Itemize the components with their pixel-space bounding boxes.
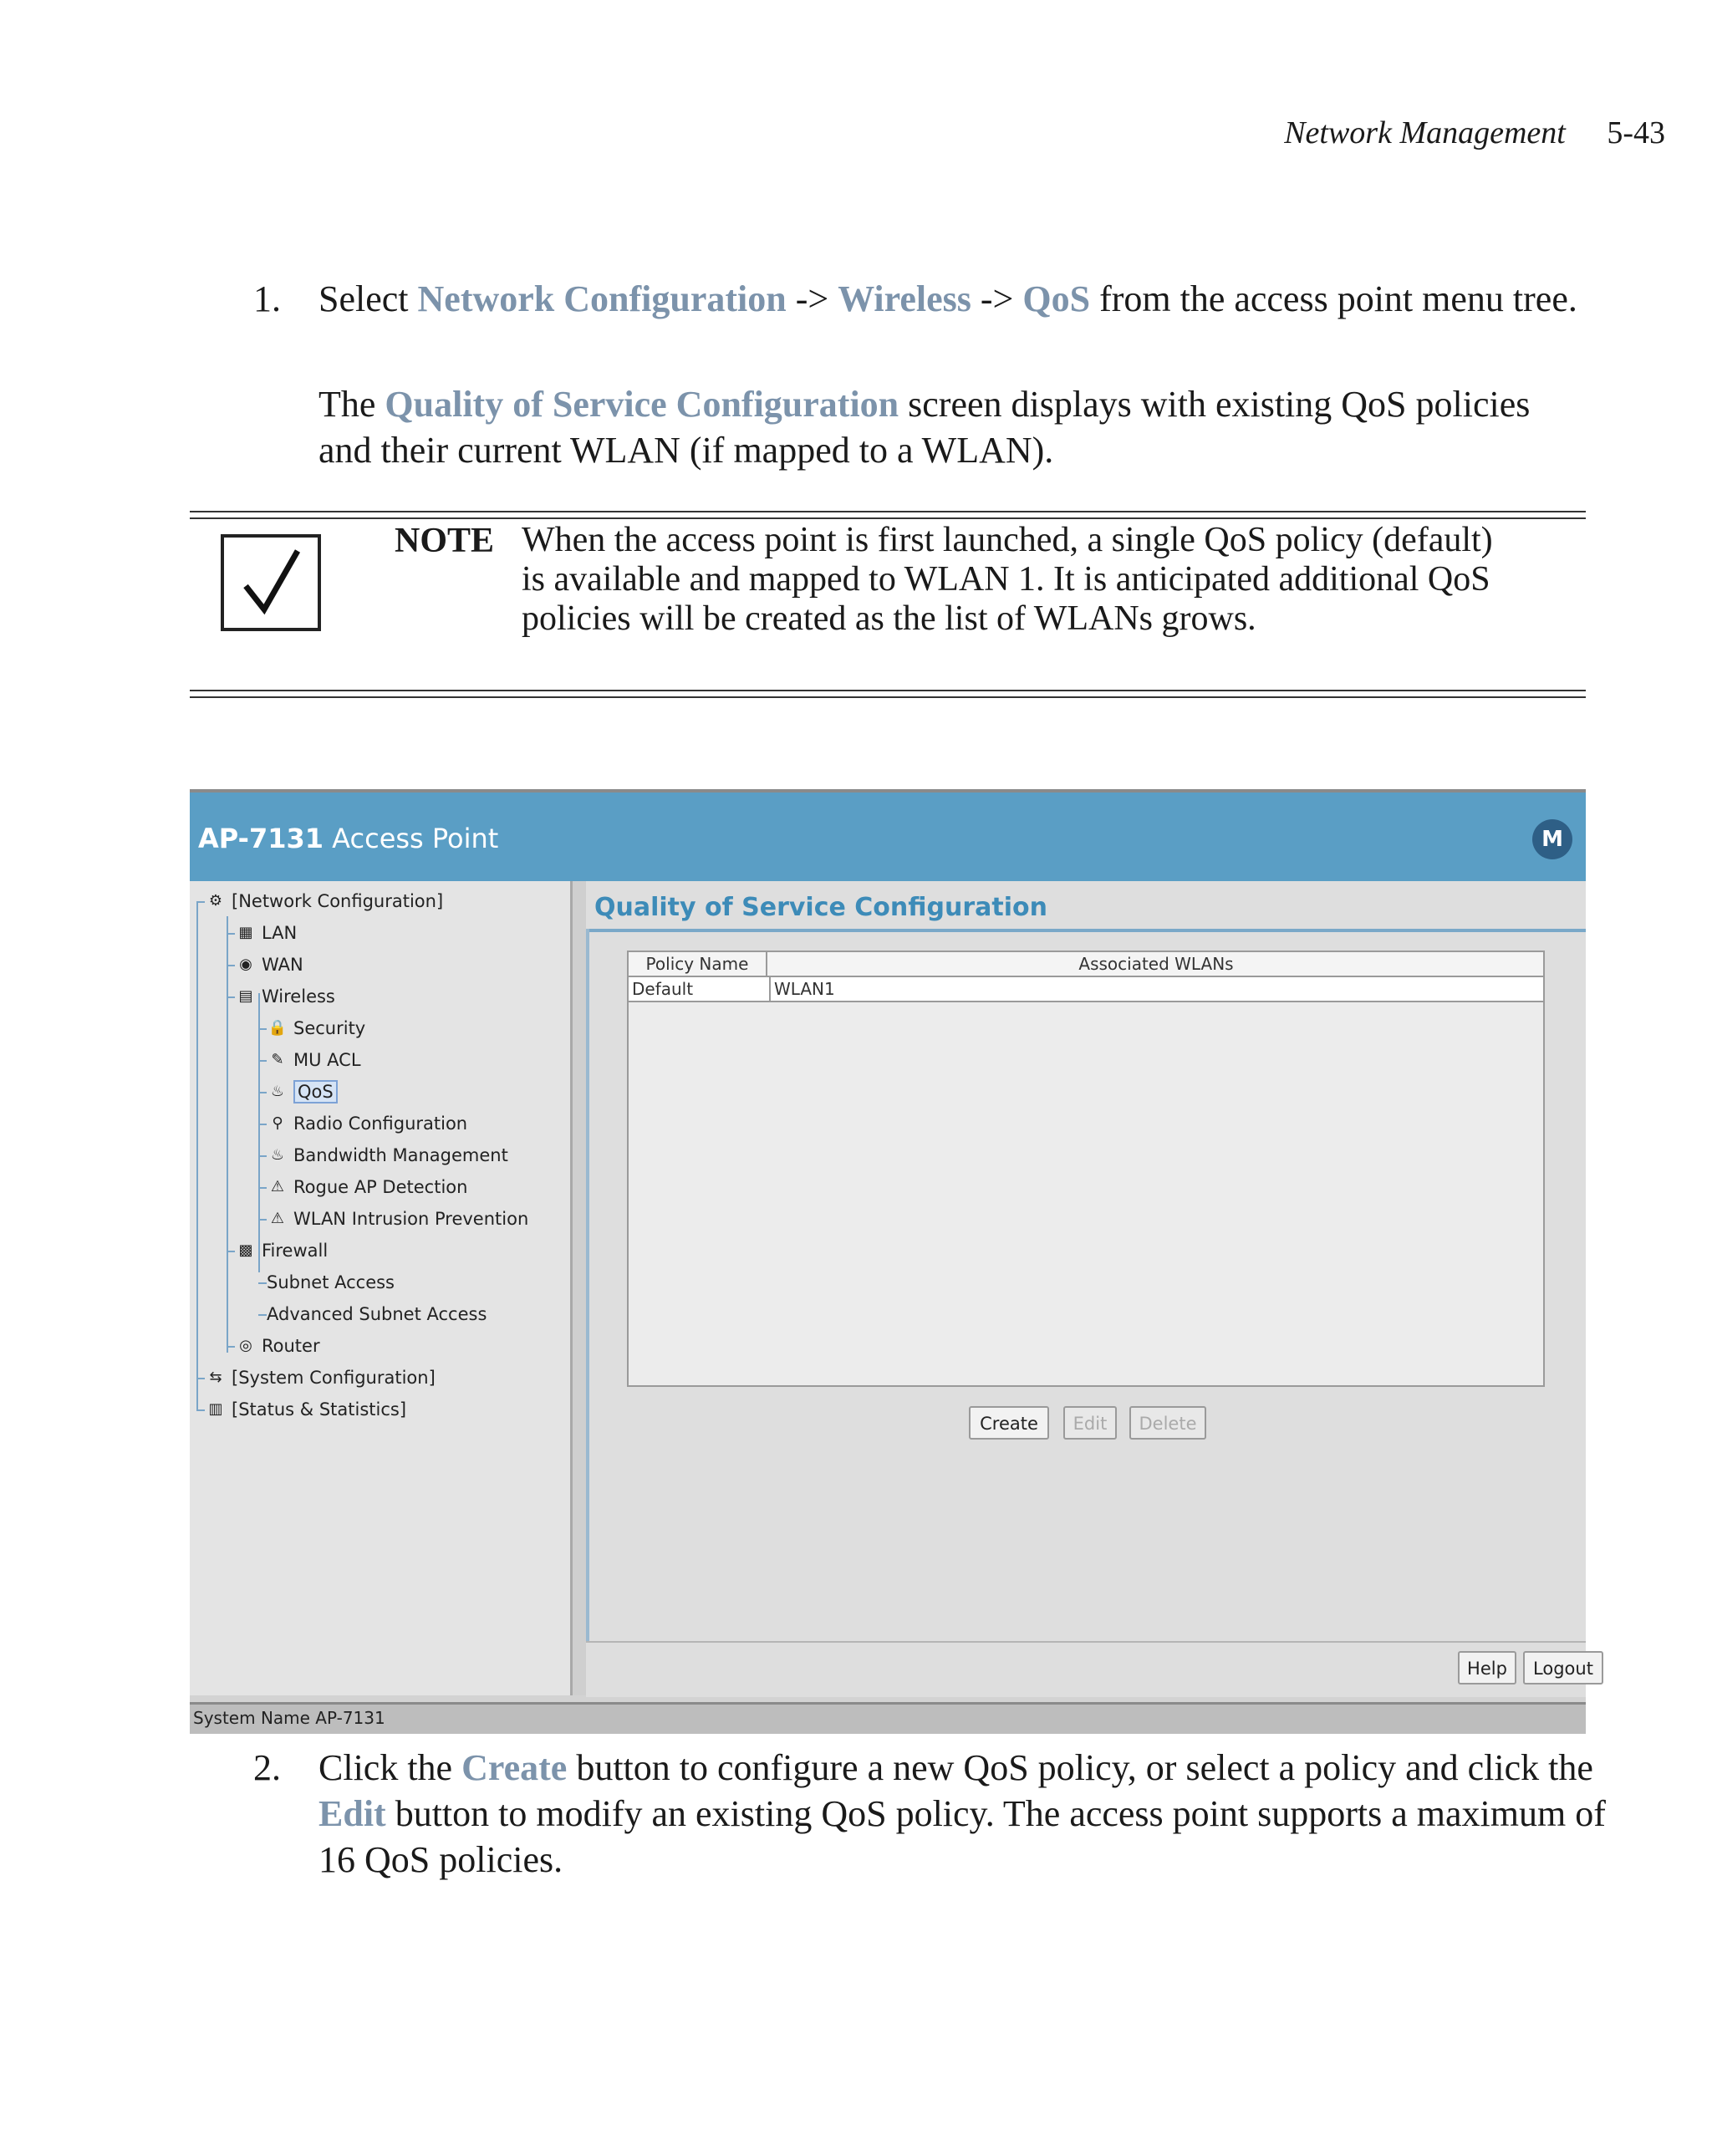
rogue-ap-icon: ⚠: [270, 1178, 285, 1195]
running-head: [1284, 115, 1665, 151]
tree-connector: [227, 933, 235, 935]
step-prefix: Select: [318, 278, 418, 319]
tree-connector: [227, 965, 235, 966]
app-title-model: AP-7131: [198, 823, 324, 854]
tree-connector: [258, 1092, 267, 1093]
step-1: [253, 276, 1608, 322]
desc-prefix: The: [318, 384, 385, 425]
panel-left-rule: [586, 929, 589, 1695]
tree-item-status-statistics[interactable]: [205, 1396, 406, 1423]
note-rule-bottom: [190, 696, 1586, 698]
panel-title: Quality of Service Configuration: [594, 893, 1047, 922]
menu-path-network-configuration: Network Configuration: [417, 278, 787, 319]
note-text: When the access point is first launched, a single QoS policy (default) is available and mapped to WLAN 1. It is anticipated additional QoS policies will be created as the list of WLANs grows.: [522, 521, 1493, 638]
menu-path-qos: QoS: [1022, 278, 1091, 319]
tree-item-network-configuration[interactable]: [205, 888, 443, 915]
tree-connector: [258, 1282, 267, 1284]
tree-connector: [258, 1060, 267, 1062]
tree-connector: [258, 1124, 267, 1125]
tree-item-lan[interactable]: [235, 920, 297, 946]
tree-connector: [258, 1219, 267, 1221]
tree-item-radio-configuration[interactable]: [267, 1110, 467, 1137]
motorola-logo-icon: M: [1532, 819, 1572, 859]
tree-item-label: [Status & Statistics]: [232, 1399, 407, 1419]
tree-connector: [258, 1028, 267, 1030]
menu-tree: [190, 881, 573, 1695]
step-number: 1.: [253, 278, 281, 319]
ap-screenshot: [190, 789, 1593, 1734]
intrusion-icon: ⚠: [270, 1210, 285, 1227]
tree-item-bandwidth-management[interactable]: [267, 1142, 508, 1169]
tree-connector: [196, 903, 198, 1411]
panel-footer: [586, 1641, 1593, 1697]
bandwidth-icon: ♨: [270, 1146, 285, 1164]
tree-item-label: Subnet Access: [267, 1272, 395, 1292]
tree-item-label: MU ACL: [293, 1050, 361, 1070]
note-rule-bottom-inner: [190, 690, 1586, 691]
section-title: Network Management: [1284, 115, 1566, 150]
step-part-2: button to configure a new QoS policy, or select a policy and click the: [567, 1747, 1593, 1788]
column-header-policy-name[interactable]: Policy Name: [629, 952, 767, 976]
tree-connector: [196, 1378, 205, 1379]
edit-button[interactable]: Edit: [1063, 1406, 1117, 1440]
step-suffix: from the access point menu tree.: [1090, 278, 1577, 319]
app-banner: [190, 789, 1586, 881]
help-button[interactable]: Help: [1458, 1651, 1516, 1685]
pane-splitter[interactable]: [573, 881, 586, 1695]
tree-item-label: Bandwidth Management: [293, 1145, 508, 1165]
table-header: [629, 952, 1543, 977]
wireless-icon: ▤: [238, 987, 253, 1005]
step-part-1: Click the: [318, 1747, 462, 1788]
app-title-rest: Access Point: [324, 823, 499, 854]
tree-connector: [258, 1187, 267, 1189]
tree-connector: [227, 916, 228, 1353]
checkmark-icon: [221, 534, 321, 631]
tree-connector: [258, 1314, 267, 1316]
tree-item-security[interactable]: [267, 1015, 365, 1042]
note-box: [190, 511, 1586, 699]
tree-item-wan[interactable]: [235, 951, 303, 978]
tree-item-wireless[interactable]: [235, 983, 335, 1010]
menu-arrow: ->: [786, 278, 838, 319]
step-number: 2.: [253, 1747, 281, 1788]
status-bar: System Name AP-7131: [190, 1702, 1586, 1734]
tree-item-advanced-subnet-access[interactable]: [267, 1301, 487, 1328]
tree-item-firewall[interactable]: [235, 1237, 328, 1264]
status-icon: ▥: [208, 1400, 223, 1418]
edit-reference: Edit: [318, 1793, 386, 1834]
step-text: [318, 276, 1608, 322]
app-title: [198, 823, 498, 854]
tree-item-label: Wireless: [262, 986, 335, 1007]
lan-icon: ▦: [238, 924, 253, 941]
panel-title-rule: [586, 929, 1586, 932]
step-part-3: button to modify an existing QoS policy. The access point supports a maximum of 16 QoS policies.: [318, 1793, 1606, 1880]
wan-icon: ◉: [239, 956, 252, 973]
tree-item-label: Rogue AP Detection: [293, 1177, 468, 1197]
tree-item-label: [Network Configuration]: [232, 891, 444, 911]
tree-connector: [227, 996, 235, 998]
tree-item-label: Firewall: [262, 1241, 329, 1261]
tree-item-label: Router: [262, 1336, 320, 1356]
tree-item-label: Radio Configuration: [293, 1114, 468, 1134]
qos-policy-table: [627, 951, 1545, 1387]
page-number: 5-43: [1607, 115, 1665, 150]
screen-name: Quality of Service Configuration: [385, 384, 899, 425]
tree-connector: [227, 1251, 235, 1252]
note-label: NOTE: [395, 522, 495, 560]
note-rule-top: [190, 511, 1586, 512]
tree-item-mu-acl[interactable]: [267, 1047, 361, 1073]
tree-item-label: WAN: [262, 955, 303, 975]
create-reference: Create: [461, 1747, 568, 1788]
logout-button[interactable]: Logout: [1523, 1651, 1603, 1685]
tree-connector: [258, 1155, 267, 1157]
menu-path-wireless: Wireless: [838, 278, 971, 319]
system-config-icon: ⇆: [209, 1369, 222, 1386]
tree-item-qos[interactable]: [267, 1078, 338, 1105]
tree-item-subnet-access[interactable]: [267, 1269, 395, 1296]
tree-item-label: LAN: [262, 923, 298, 943]
menu-arrow: ->: [971, 278, 1023, 319]
tree-connector: [227, 1346, 235, 1348]
tree-item-wlan-intrusion-prevention[interactable]: [267, 1205, 528, 1232]
main-panel: [586, 881, 1586, 1695]
tree-connector: [258, 993, 260, 1272]
tree-item-label: [System Configuration]: [232, 1368, 436, 1388]
cell-associated-wlans: WLAN1: [769, 977, 1543, 1001]
network-config-icon: ⚙: [208, 892, 223, 910]
step-text: [318, 1745, 1608, 1883]
table-row[interactable]: [629, 977, 1543, 1002]
column-header-associated-wlans[interactable]: Associated WLANs: [1078, 954, 1234, 974]
tree-item-label: QoS: [293, 1080, 338, 1103]
cell-policy-name: Default: [632, 979, 694, 999]
firewall-icon: ▩: [238, 1241, 253, 1259]
tree-connector: [196, 901, 205, 903]
radio-icon: ⚲: [272, 1114, 283, 1132]
qos-icon: ♨: [270, 1083, 285, 1100]
tree-item-label: Security: [293, 1018, 366, 1038]
tree-connector: [196, 1409, 205, 1411]
step-1-description: [318, 381, 1589, 473]
step-2: [253, 1745, 1608, 1883]
tree-item-label: Advanced Subnet Access: [267, 1304, 487, 1324]
note-rule-top-inner: [190, 517, 1586, 519]
security-icon: 🔒: [268, 1019, 288, 1037]
tree-item-router[interactable]: [235, 1333, 320, 1359]
create-button[interactable]: Create: [969, 1406, 1049, 1440]
tree-item-rogue-ap-detection[interactable]: [267, 1174, 467, 1200]
desc-suffix: screen displays with existing QoS policies and their current WLAN (if mapped to a WLAN).: [318, 384, 1531, 471]
mu-acl-icon: ✎: [271, 1051, 284, 1068]
tree-item-label: WLAN Intrusion Prevention: [293, 1209, 529, 1229]
delete-button[interactable]: Delete: [1129, 1406, 1206, 1440]
router-icon: ◎: [239, 1337, 252, 1354]
tree-item-system-configuration[interactable]: [205, 1364, 436, 1391]
